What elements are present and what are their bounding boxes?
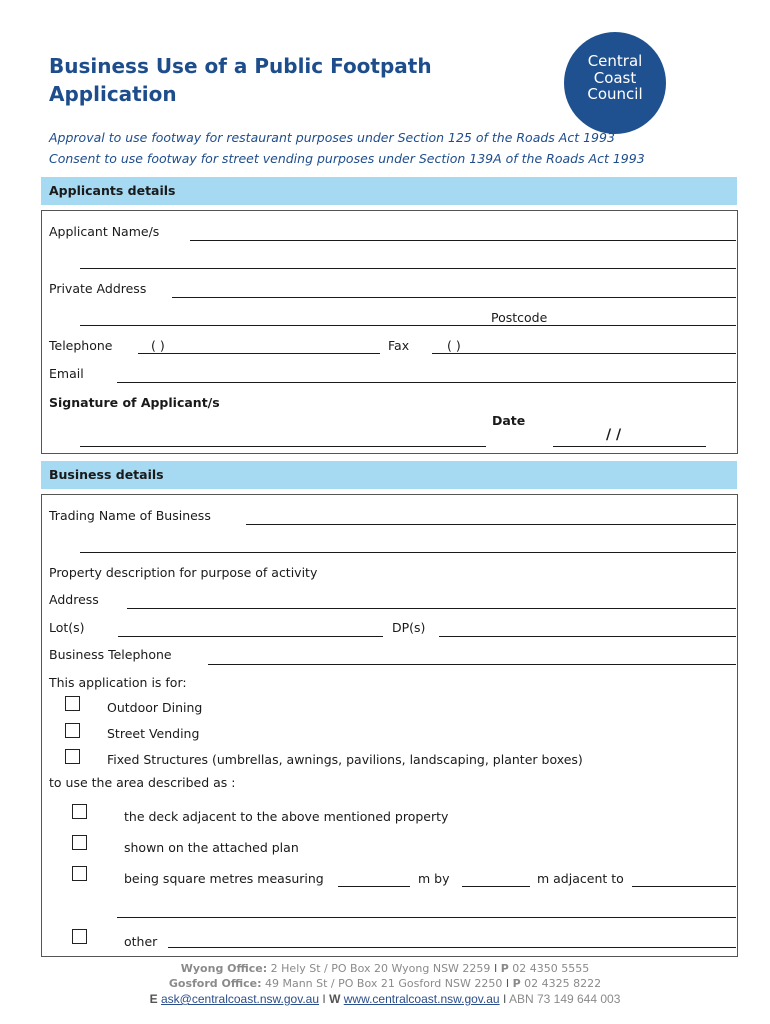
- trading-name-field-2[interactable]: [80, 552, 736, 553]
- telephone-field[interactable]: [138, 353, 380, 354]
- subtitle-approval: Approval to use footway for restaurant purposes under Section 125 of the Roads Act 1993: [49, 130, 615, 145]
- fixed-structures-checkbox[interactable]: [65, 749, 80, 764]
- sqm-length-field[interactable]: [338, 886, 410, 887]
- street-vending-checkbox[interactable]: [65, 723, 80, 738]
- applicant-name-field-2[interactable]: [80, 268, 736, 269]
- applicant-name-field[interactable]: [190, 240, 736, 241]
- signature-label: Signature of Applicant/s: [49, 395, 220, 410]
- applicant-name-label: Applicant Name/s: [49, 224, 160, 239]
- private-address-label: Private Address: [49, 281, 147, 296]
- outdoor-dining-label: Outdoor Dining: [107, 700, 203, 715]
- area-described-label: to use the area described as :: [49, 775, 236, 790]
- website-link[interactable]: www.centralcoast.nsw.gov.au: [343, 992, 500, 1006]
- email-label: Email: [49, 366, 84, 381]
- deck-checkbox[interactable]: [72, 804, 87, 819]
- footer-contact: E ask@centralcoast.nsw.gov.au I W www.centralcoast.nsw.gov.au I ABN 73 149 644 003: [149, 992, 621, 1006]
- application-for-label: This application is for:: [49, 675, 187, 690]
- footer-gosford: Gosford Office: 49 Mann St / PO Box 21 Gosford NSW 2250 I P 02 4325 8222: [168, 977, 602, 990]
- fax-label: Fax: [388, 338, 410, 353]
- business-address-field[interactable]: [127, 608, 736, 609]
- adjacent-to-field[interactable]: [632, 886, 736, 887]
- private-address-field[interactable]: [172, 297, 736, 298]
- attached-plan-checkbox[interactable]: [72, 835, 87, 850]
- section-heading-applicants: Applicants details: [41, 177, 737, 205]
- outdoor-dining-checkbox[interactable]: [65, 696, 80, 711]
- telephone-label: Telephone: [49, 338, 113, 353]
- deck-label: the deck adjacent to the above mentioned property: [124, 809, 449, 824]
- date-slashes: / /: [606, 427, 622, 443]
- fax-field[interactable]: [432, 353, 736, 354]
- applicants-box: [41, 210, 738, 454]
- email-field[interactable]: [117, 382, 736, 383]
- email-link[interactable]: ask@centralcoast.nsw.gov.au: [160, 992, 320, 1006]
- business-address-label: Address: [49, 592, 99, 607]
- lots-label: Lot(s): [49, 620, 85, 635]
- fax-area-code: ( ): [447, 338, 461, 353]
- dp-field[interactable]: [439, 636, 736, 637]
- postcode-label: Postcode: [491, 310, 548, 325]
- property-description-label: Property description for purpose of activity: [49, 565, 318, 580]
- lots-field[interactable]: [118, 636, 383, 637]
- trading-name-label: Trading Name of Business: [49, 508, 211, 523]
- council-logo: Central Coast Council: [564, 32, 666, 134]
- square-metres-checkbox[interactable]: [72, 866, 87, 881]
- title-line-1: Business Use of a Public Footpath: [49, 54, 432, 78]
- business-telephone-field[interactable]: [208, 664, 736, 665]
- trading-name-field[interactable]: [246, 524, 736, 525]
- business-telephone-label: Business Telephone: [49, 647, 172, 662]
- postcode-field[interactable]: [80, 325, 736, 326]
- other-label: other: [124, 934, 158, 949]
- adjacent-to-field-2[interactable]: [117, 917, 736, 918]
- title-line-2: Application: [49, 82, 177, 106]
- street-vending-label: Street Vending: [107, 726, 200, 741]
- other-field[interactable]: [168, 947, 736, 948]
- page-title: [49, 52, 469, 108]
- dp-label: DP(s): [392, 620, 426, 635]
- subtitle-consent: Consent to use footway for street vending purposes under Section 139A of the Roads Act 1993: [49, 151, 645, 166]
- date-label: Date: [492, 413, 526, 428]
- date-field[interactable]: [553, 446, 706, 447]
- section-heading-business: Business details: [41, 461, 737, 489]
- attached-plan-label: shown on the attached plan: [124, 840, 299, 855]
- sqm-width-field[interactable]: [462, 886, 530, 887]
- footer-wyong: Wyong Office: 2 Hely St / PO Box 20 Wyong NSW 2259 I P 02 4350 5555: [180, 962, 590, 975]
- m-by-label: m by: [418, 871, 450, 886]
- other-checkbox[interactable]: [72, 929, 87, 944]
- signature-field[interactable]: [80, 446, 486, 447]
- fixed-structures-label: Fixed Structures (umbrellas, awnings, pavilions, landscaping, planter boxes): [107, 752, 583, 767]
- square-metres-label: being square metres measuring: [124, 871, 324, 886]
- telephone-area-code: ( ): [151, 338, 165, 353]
- m-adjacent-label: m adjacent to: [537, 871, 624, 886]
